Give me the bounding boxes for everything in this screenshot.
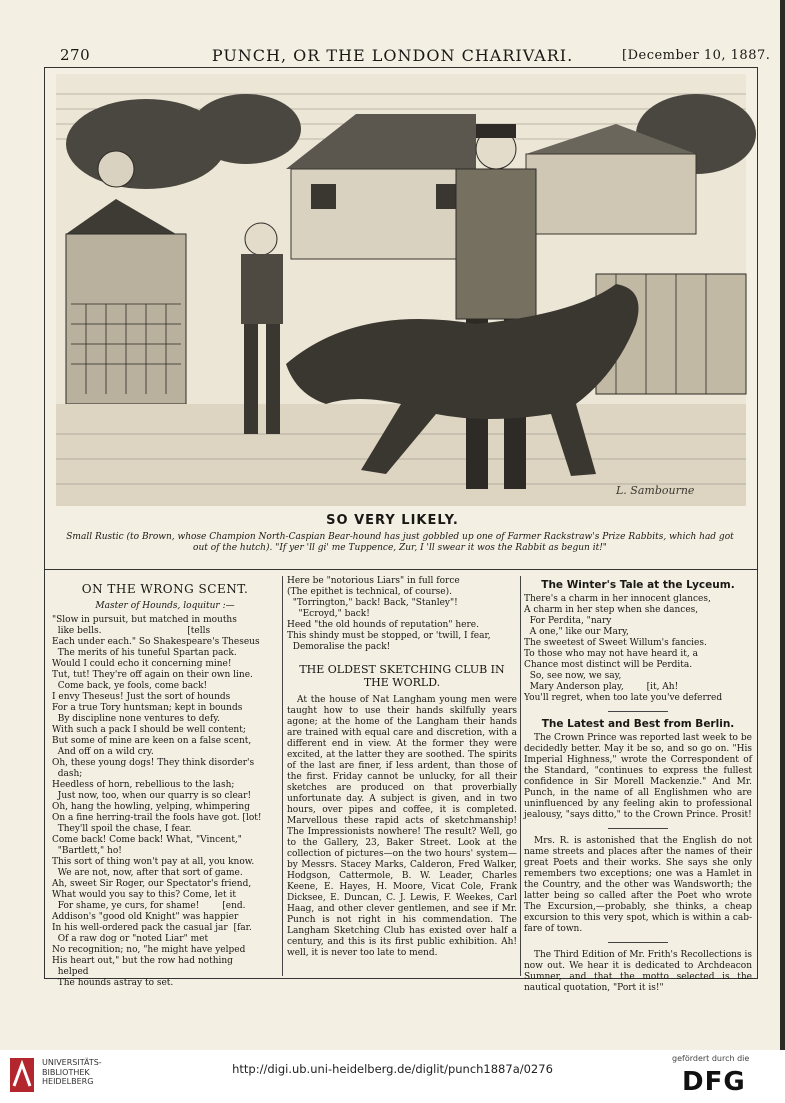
article-title: The Latest and Best from Berlin.	[541, 718, 735, 730]
verse-line: I envy Theseus! Just the sort of hounds	[52, 692, 231, 702]
verse-line: By discipline none ventures to defy.	[52, 714, 220, 724]
verse-line: Just now, too, when our quarry is so clear!	[52, 791, 252, 801]
dfg-logo-icon: DFG	[682, 1067, 746, 1097]
verse-line: The merits of his tuneful Spartan pack.	[52, 648, 237, 658]
viewer-footer	[0, 1050, 785, 1103]
engraving-illustration-icon	[56, 74, 746, 506]
verse-line: His heart out," but the row had nothing	[52, 956, 233, 966]
verse-line: Heed "the old hounds of reputation" here.	[287, 620, 479, 630]
article-title: THE OLDEST SKETCHING CLUB IN THE WORLD.	[299, 663, 505, 689]
verse-line: A one," like our Mary,	[524, 627, 629, 637]
issue-date: [December 10, 1887.	[622, 48, 771, 63]
verse-line: Of a raw dog or "noted Liar" met	[52, 934, 209, 944]
verse-line: Tut, tut! They're off again on their own line.	[52, 670, 253, 680]
verse-line: The hounds astray to set.	[52, 978, 174, 988]
artist-signature: L. Sambourne	[616, 484, 695, 497]
column-rule	[520, 576, 521, 976]
verse-line: There's a charm in her innocent glances,	[524, 594, 711, 604]
poem-verse	[524, 594, 752, 704]
library-name: UNIVERSITÄTS- BIBLIOTHEK HEIDELBERG	[42, 1058, 102, 1086]
verse-line: This sort of thing won't pay at all, you know.	[52, 857, 255, 867]
verse-line: This shindy must be stopped, or 'twill, I fear,	[287, 631, 491, 641]
verse-line: Demoralise the pack!	[287, 642, 391, 652]
article-body: The Crown Prince was reported last week to be decidedly better. May it be so, and so go on. "His Imperial Highness," wrote the Correspondent of the Standard, "continues to express the fullest confidence in Sir Morell Mackenzie." And Mr. Punch, in the name of all Englishmen who are uninfluenced by any feeling akin to professional jealousy, "says ditto," to the Crown Prince. Prosit!	[524, 733, 752, 820]
verse-line: Come back! Come back! What, "Vincent,"	[52, 835, 242, 845]
article-title: ON THE WRONG SCENT.	[81, 582, 249, 596]
section-rule	[608, 942, 668, 943]
verse-line: You'll regret, when too late you've deferred	[524, 693, 723, 703]
verse-line: Chance most distinct will be Perdita.	[524, 660, 693, 670]
verse-line: like bells. [tells	[52, 626, 211, 636]
verse-line: "Torrington," back! Back, "Stanley"!	[287, 598, 458, 608]
verse-line: Heedless of horn, rebellious to the lash;	[52, 780, 235, 790]
article-title: The Winter's Tale at the Lyceum.	[541, 579, 735, 591]
verse-line: With such a pack I should be well content;	[52, 725, 246, 735]
verse-line: Addison's "good old Knight" was happier	[52, 912, 239, 922]
column-middle	[287, 576, 517, 976]
verse-line: Here be "notorious Liars" in full force	[287, 576, 460, 586]
article-body: Mrs. R. is astonished that the English do not name streets and places after the names of their great Poets and their works. She says she only remembers two exceptions; one was a Hamlet in the Country, and the other was Wandsworth; the latter being so called after the Poet who wrote The Excursion,—probably, she thinks, a cheap excursion to this very spot, which is within a cab-fare of town.	[524, 836, 752, 934]
verse-line: (The epithet is technical, of course).	[287, 587, 452, 597]
verse-line: Ah, sweet Sir Roger, our Spectator's friend,	[52, 879, 252, 889]
article-body: At the house of Nat Langham young men were taught how to use their hands skilfully years agone; at the home of the Langham their hands are trained with equal care and discretion, with a different end in view. At the former they were excited, at the latter they are soothed. The spirits of the last are finer, if less ardent, than those of the first. Friday cannot be unlucky, for all their sketches are produced on that proverbially unfortunate day. A subject is given, and in two hours, over pipes and coffee, it is completed. Marvellous these rapid acts of sketchmanship! The Impressionists nowhere! The result? Well, go to the Gallery, 23, Baker Street. Look at the collection of pictures—on the two hours' system—by Messrs. Stacey Marks, Calderon, Fred Walker, Hodgson, Cattermole, B. W. Leader, Charles Keene, E. Hayes, H. Moore, Vicat Cole, Frank Dicksee, E. Duncan, C. J. Lewis, F. Weekes, Carl Haag, and other clever gentlemen, and see if Mr. Punch is not right in his commendation. The Langham Sketching Club has existed over half a century, and this is its first public exhibition. Ah! well, it is never too late to mend.	[287, 695, 517, 958]
verse-line: "Bartlett," ho!	[52, 846, 122, 856]
column-rule	[282, 576, 283, 976]
verse-line: So, see now, we say,	[524, 671, 622, 681]
section-rule	[608, 711, 668, 712]
poem-verse	[287, 576, 517, 653]
verse-line: Mary Anderson play, [it, Ah!	[524, 682, 679, 692]
verse-line: We are not, now, after that sort of game.	[52, 868, 243, 878]
verse-line: For shame, ye curs, for shame! [end.	[52, 901, 246, 911]
column-left	[52, 576, 278, 988]
caption-text: Small Rustic (to Brown, whose Champion North-Caspian Bear-hound has just gobbled up one of Farmer Rackstraw's Prize Rabbits, which had got out of the hutch). "If yer 'll gi' me Tuppence, Zur, I 'll swear it wos the Rabbit as begun it!"	[66, 532, 734, 553]
caption-rule	[44, 569, 758, 570]
verse-line: What would you say to this? Come, let it	[52, 890, 236, 900]
verse-line: The sweetest of Sweet Willum's fancies.	[524, 638, 707, 648]
verse-line: "Slow in pursuit, but matched in mouths	[52, 615, 237, 625]
verse-line: Oh, these young dogs! They think disorder's	[52, 758, 255, 768]
page-number: 270	[60, 46, 91, 64]
verse-line: For Perdita, "nary	[524, 616, 612, 626]
verse-line: dash;	[52, 769, 83, 779]
article-body: The Third Edition of Mr. Frith's Recollections is now out. We hear it is dedicated to Archdeacon Sumner, and that the motto selected is the nautical quotation, "Port it is!"	[524, 950, 752, 993]
section-rule	[608, 828, 668, 829]
verse-line: And off on a wild cry.	[52, 747, 154, 757]
verse-line: No recognition; no, "he might have yelped	[52, 945, 246, 955]
verse-line: For a true Tory huntsman; kept in bounds	[52, 703, 243, 713]
verse-line: Each under each." So Shakespeare's Theseus	[52, 637, 260, 647]
article-subtitle: Master of Hounds, loquitur :—	[95, 601, 235, 611]
permalink-link[interactable]: http://digi.ub.uni-heidelberg.de/diglit/punch1887a/0276	[232, 1062, 553, 1076]
funding-label: gefördert durch die	[672, 1054, 750, 1063]
column-right	[524, 576, 752, 993]
verse-line: To those who may not have heard it, a	[524, 649, 698, 659]
verse-line: They'll spoil the chase, I fear.	[52, 824, 192, 834]
verse-line: Oh, hang the howling, yelping, whimpering	[52, 802, 250, 812]
caption-title: SO VERY LIKELY.	[326, 513, 459, 528]
verse-line: "Ecroyd," back!	[287, 609, 370, 619]
periodical-title: PUNCH, OR THE LONDON CHARIVARI.	[211, 46, 574, 65]
verse-line: Come back, ye fools, come back!	[52, 681, 208, 691]
verse-line: A charm in her step when she dances,	[524, 605, 699, 615]
poem-verse	[52, 615, 278, 989]
verse-line: On a fine herring-trail the fools have got. [lot!	[52, 813, 262, 823]
verse-line: But some of mine are keen on a false scent,	[52, 736, 252, 746]
verse-line: Would I could echo it concerning mine!	[52, 659, 232, 669]
verse-line: In his well-ordered pack the casual jar [far.	[52, 923, 252, 933]
verse-line: helped	[52, 967, 89, 977]
